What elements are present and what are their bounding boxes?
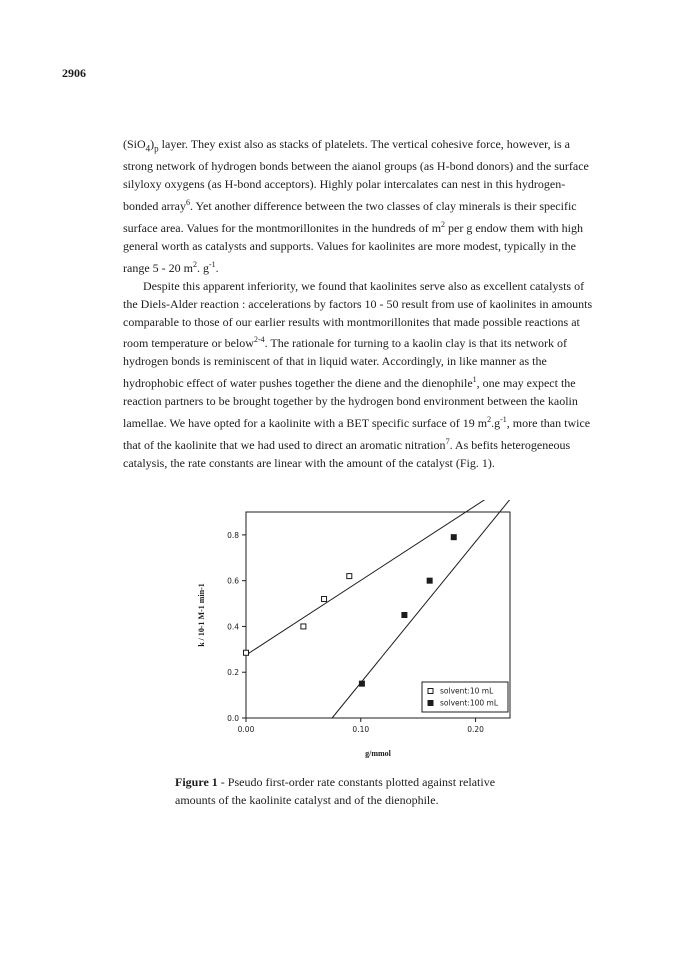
figure-1	[130, 500, 550, 780]
chart-legend	[422, 682, 508, 712]
data-points	[244, 535, 457, 686]
fit-line-series-1	[246, 500, 494, 655]
y-axis-label: k / 10-1 M-1 min-1	[197, 583, 206, 647]
caption-label: Figure 1	[175, 775, 218, 789]
x-tick-label: 0.00	[237, 725, 255, 734]
body-text	[123, 136, 599, 473]
y-tick-label: 0.8	[227, 530, 239, 540]
chart-axes	[197, 512, 510, 758]
y-tick-label: 0.6	[227, 576, 239, 586]
legend-marker	[428, 689, 433, 694]
filled-square-point	[451, 535, 456, 540]
y-tick-label: 0.2	[227, 668, 239, 678]
open-square-point	[301, 624, 306, 629]
open-square-point	[322, 596, 327, 601]
x-tick-label: 0.10	[352, 725, 370, 734]
y-tick-label: 0.4	[227, 622, 239, 632]
legend-marker	[428, 701, 433, 706]
paragraph-2: Despite this apparent inferiority, we found that kaolinites serve also as excellent catalysts of the Diels-Alder reaction : accelerations by factors 10 - 50 result from use of kaolinites in amounts comparable to those of our earlier results with montmorillonites that made possible reactions at room temperature or below$^{2-4}$. The rationale for turning to a kaolin clay is that its network of hydrogen bonds is reminiscent of that in liquid water. Accordingly, in like manner as the hydrophobic effect of water pushes together the diene and the dienophile$^1$, one may expect the reaction partners to be brought together by the hydrogen bond environment between the kaolin lamellae. We have opted for a kaolinite with a BET specific surface of 19 $m^2.g^{-1}$, more than twice that of the kaolinite that we had used to direct an aromatic nitration$^7$. As befits heterogeneous catalysis, the rate constants are linear with the amount of the catalyst (Fig. 1).	[123, 278, 593, 470]
filled-square-point	[402, 613, 407, 618]
paragraph-1: $(SiO_4)_p$ layer. They exist also as stacks of platelets. The vertical cohesive force, however, is a strong network of hydrogen bonds between the aianol groups (as H-bond donors) and the surface silyloxy oxygens (as H-bond acceptors). Highly polar intercalates can nest in this hydrogen-bonded array$^6$. Yet another difference between the two classes of clay minerals is their specific surface area. Values for the montmorillonites in the hundreds of $m^2$ per g endow them with high general worth as catalysts and supports. Values for kaolinites are more modest, typically in the range 5 - 20 $m^2$. $g^{-1}$.	[123, 137, 589, 275]
x-axis-label: g/mmol	[365, 749, 391, 758]
filled-square-point	[427, 578, 432, 583]
x-tick-label: 0.20	[467, 725, 484, 734]
legend-label: solvent:100 mL	[440, 698, 499, 708]
filled-square-point	[359, 681, 364, 686]
y-tick-label: 0.0	[227, 714, 239, 723]
rate-constant-chart	[130, 500, 550, 780]
open-square-point	[347, 574, 352, 579]
open-square-point	[244, 650, 249, 655]
caption-text: - Pseudo first-order rate constants plotted against relative amounts of the kaolinite catalyst and of the dienophile.	[175, 775, 496, 807]
figure-caption	[175, 773, 515, 809]
legend-label: solvent:10 mL	[440, 686, 494, 696]
page-number: 2906	[62, 66, 86, 80]
